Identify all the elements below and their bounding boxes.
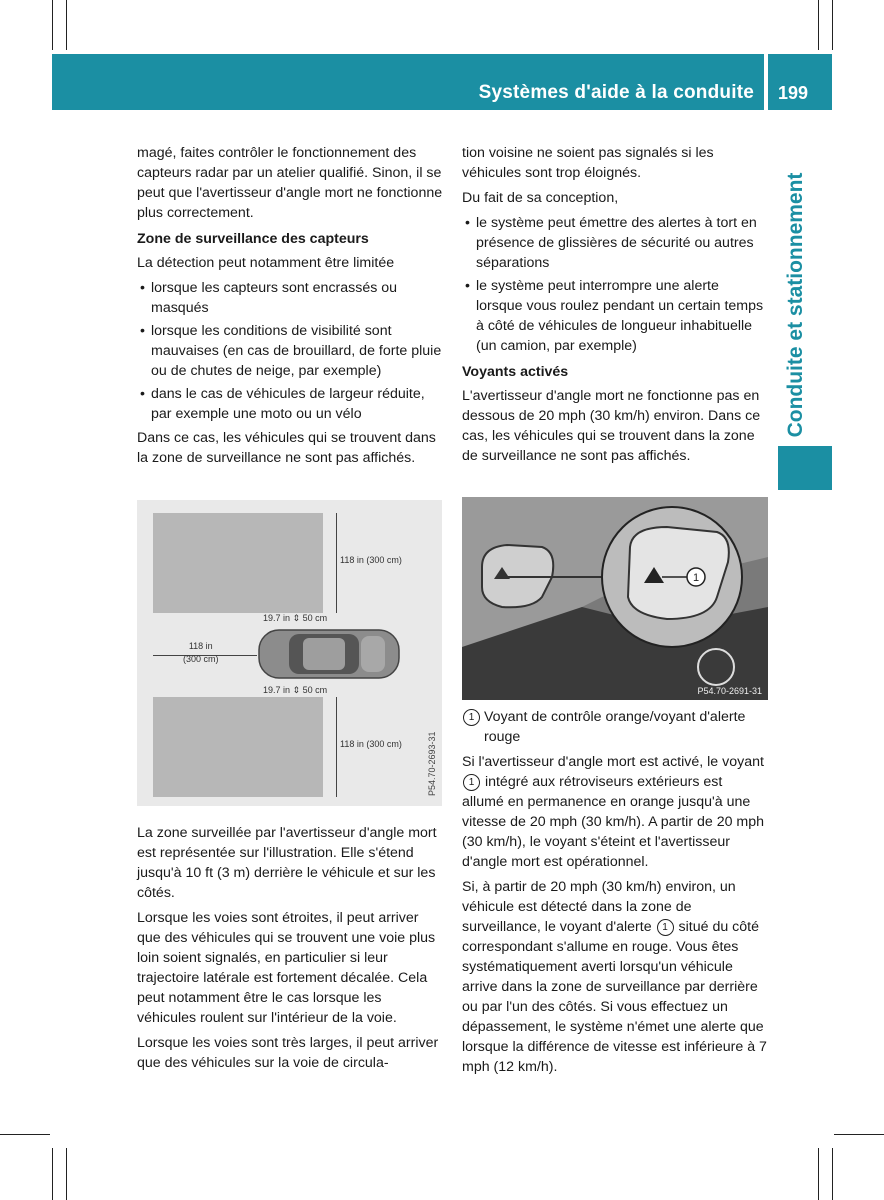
crop-mark: [52, 0, 53, 50]
subheading: Voyants activés: [462, 364, 569, 380]
crop-mark: [66, 1148, 67, 1200]
photo-reference: P54.70-2691-31: [697, 686, 762, 696]
callout-number: 1: [657, 919, 674, 936]
surveillance-zone-diagram: [137, 500, 442, 806]
crop-mark: [818, 1148, 819, 1200]
bullet-list: [137, 278, 443, 424]
paragraph-text: intégré aux rétroviseurs extérieurs est allumé en permanence en orange jusqu'à une vitesse de 20 mph (30 km/h). A partir de 20 mph (30 km/h), le voyant s'éteint et l'avertisseur d'angle mort est opérationnel.: [462, 774, 765, 870]
left-column-lower: [137, 823, 443, 1078]
gap-value-cm: 50 cm: [302, 613, 328, 623]
list-item: • le système peut émettre des alertes à tort en présence de glissières de sécurité ou autres séparations: [462, 213, 768, 273]
paragraph: Lorsque les voies sont étroites, il peut arriver que des véhicules qui se trouvent une voie plus loin soient signalés, en particulier si leur trajectoire latérale est fortement décalée. Cela peut notamment être le cas lorsque les véhicules roulent sur l'intérieur de la voie.: [137, 910, 436, 1026]
crop-mark: [834, 1134, 884, 1135]
paragraph: Dans ce cas, les véhicules qui se trouvent dans la zone de surveillance ne sont pas affichés.: [137, 430, 436, 466]
list-item: • le système peut interrompre une alerte lorsque vous roulez pendant un certain temps à côté de véhicules de longueur inhabituelle (un camion, par exemple): [462, 276, 768, 356]
paragraph: tion voisine ne soient pas signalés si les véhicules sont trop éloignés.: [462, 145, 714, 181]
list-item: • lorsque les capteurs sont encrassés ou masqués: [137, 278, 443, 318]
paragraph: L'avertisseur d'angle mort ne fonctionne pas en dessous de 20 mph (30 km/h) environ. Dans ce cas, les véhicules qui se trouvent dans la zone de surveillance ne sont pas affichés.: [462, 388, 761, 464]
section-title: Systèmes d'aide à la conduite: [478, 82, 754, 103]
left-zone-area: [153, 513, 323, 613]
paragraph: Du fait de sa conception,: [462, 190, 619, 206]
dimension-line: [336, 513, 337, 613]
zone-length-label: 118 in (300 cm): [340, 555, 402, 565]
crop-mark: [0, 1134, 50, 1135]
list-item: • dans le cas de véhicules de largeur réduite, par exemple une moto ou un vélo: [137, 384, 443, 424]
right-zone-area: [153, 697, 323, 797]
zone-length-label: 118 in (300 cm): [340, 739, 402, 749]
rear-length-label: [183, 640, 219, 666]
callout-number: 1: [463, 774, 480, 791]
rear-length-value: 118 in: [188, 641, 213, 651]
paragraph: La détection peut notamment être limitée: [137, 255, 395, 271]
left-column: [137, 143, 443, 473]
paragraph: Lorsque les voies sont très larges, il peut arriver que des véhicules sur la voie de circula-: [137, 1035, 439, 1071]
gap-value-in: 19.7 in: [263, 685, 291, 695]
gap-label: 19.7 in ⇕ 50 cm: [263, 685, 328, 695]
crop-mark: [832, 1148, 833, 1200]
paragraph-text: Si l'avertisseur d'angle mort est activé, le voyant: [462, 754, 764, 770]
callout-number: 1: [463, 709, 480, 726]
callout-number: 1: [692, 572, 700, 584]
chapter-marker-block: [778, 446, 832, 490]
car-top-view: [257, 624, 405, 684]
section-header: [52, 54, 764, 110]
list-item: • lorsque les conditions de visibilité sont mauvaises (en cas de brouillard, de forte pluie ou de chutes de neige, par exemple): [137, 321, 443, 381]
page-number-box: [768, 54, 832, 110]
photo-legend: [462, 707, 768, 747]
gap-value-in: 19.7 in: [263, 613, 291, 623]
paragraph: [462, 877, 768, 1077]
right-column-lower: [462, 707, 768, 1082]
gap-value-cm: 50 cm: [302, 685, 328, 695]
right-column: [462, 143, 768, 471]
paragraph-text: Si, à partir de 20 mph (30 km/h) environ, un véhicule est détecté dans la zone de surveillance, le voyant d'alerte: [462, 879, 736, 935]
rear-length-cm: (300 cm): [183, 654, 219, 664]
crop-mark: [52, 1148, 53, 1200]
page-number: 199: [778, 83, 809, 103]
crop-mark: [832, 0, 833, 50]
crop-mark: [818, 0, 819, 50]
mirror-indicator-photo: [462, 497, 768, 700]
paragraph: La zone surveillée par l'avertisseur d'angle mort est représentée sur l'illustration. Elle s'étend jusqu'à 10 ft (3 m) derrière le véhicule et sur les côtés.: [137, 825, 437, 901]
bullet-list: [462, 213, 768, 356]
dimension-line: [336, 697, 337, 797]
crop-mark: [66, 0, 67, 50]
paragraph: [462, 752, 768, 872]
paragraph: magé, faites contrôler le fonctionnement des capteurs radar par un atelier qualifié. Sinon, il se peut que l'avertisseur d'angle mort ne fonctionne plus correctement.: [137, 145, 443, 221]
chapter-label: Conduite et stationnement: [784, 172, 807, 438]
legend-text: Voyant de contrôle orange/voyant d'alerte rouge: [484, 709, 746, 745]
subheading: Zone de surveillance des capteurs: [137, 231, 369, 247]
gap-label: 19.7 in ⇕ 50 cm: [263, 613, 328, 623]
paragraph-text: situé du côté correspondant s'allume en rouge. Vous êtes systématiquement averti lorsqu'un véhicule arrive dans la zone de surveillance par derrière ou par l'un des côtés. Si vous effectuez un dépassement, le système n'émet une alerte que lorsque la différence de vitesse est inférieure à 7 mph (12 km/h).: [462, 919, 767, 1075]
figure-reference: P54.70-2693-31: [427, 731, 437, 796]
chapter-side-tab: [776, 160, 816, 450]
